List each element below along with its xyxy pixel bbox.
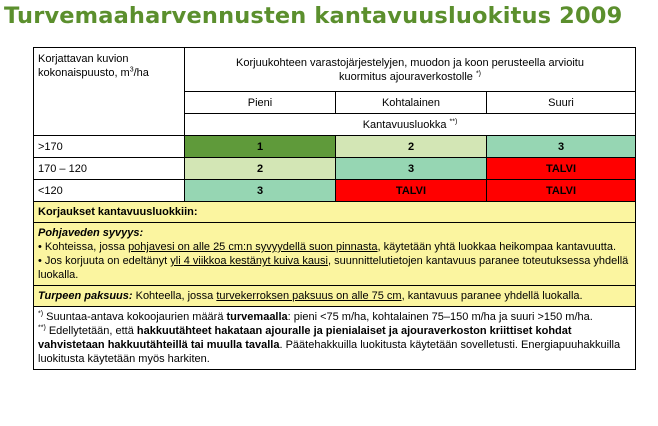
column-header-cell	[185, 48, 636, 92]
row-label: 170 – 120	[34, 158, 185, 180]
column-header-line2: kuormitus ajouraverkostolle	[339, 70, 473, 83]
footnote-2-bold: hakkuutähteet hakataan ajouralle ja pienialaiset ja ajouraverkoston kriittiset kohdat vahvistetaan hakkuutähteillä tai muulla tavalla	[38, 325, 572, 351]
footnotes-section	[34, 307, 636, 370]
class-cell: TALVI	[336, 180, 487, 202]
footnote-1-bold: turvemaalla	[226, 311, 288, 323]
groundwater-bullet-2-underline: yli 4 viikkoa kestänyt kuiva kausi	[170, 255, 328, 267]
column-header-line1: Korjuukohteen varastojärjestelyjen, muodon ja koon perusteella arvioitu	[236, 56, 584, 69]
column-suuri: Suuri	[487, 92, 636, 114]
groundwater-bullet-1-underline: pohjavesi on alle 25 cm:n syvyydellä suon pinnasta	[128, 241, 378, 253]
class-cell: 3	[487, 136, 636, 158]
groundwater-bullet-1	[38, 240, 631, 254]
class-cell: 2	[336, 136, 487, 158]
peat-text-post: , kantavuus paranee yhdellä luokalla.	[401, 290, 583, 302]
peat-heading: Turpeen paksuus:	[38, 290, 133, 302]
class-cell: 3	[336, 158, 487, 180]
column-pieni: Pieni	[185, 92, 336, 114]
page-title: Turvemaaharvennusten kantavuusluokitus 2009	[4, 3, 623, 29]
footnote-2-pre: Edellytetään, että	[45, 325, 137, 337]
groundwater-bullet-1-pre: • Kohteissa, jossa	[38, 241, 129, 253]
class-cell: 2	[185, 158, 336, 180]
footnote-2-post: . Päätehakkuilla luokitusta käytetään sovelletusti. Energiapuuhakkuilla luokitusta käytetään myös harkiten.	[38, 339, 621, 365]
groundwater-bullet-2-pre: • Jos korjuuta on edeltänyt	[38, 255, 171, 267]
row-header-unit: /ha	[133, 67, 149, 79]
groundwater-section	[34, 223, 636, 286]
peat-section	[34, 286, 636, 307]
class-cell: TALVI	[487, 180, 636, 202]
footnote-1-post: : pieni <75 m/ha, kohtalainen 75–150 m/ha ja suuri >150 m/ha.	[287, 311, 593, 323]
classification-table	[33, 47, 636, 370]
class-cell: TALVI	[487, 158, 636, 180]
footnote-2-mark: **)	[38, 324, 46, 332]
peat-text-underline: turvekerroksen paksuus on alle 75 cm	[216, 290, 402, 302]
class-cell: 1	[185, 136, 336, 158]
subheader-sup: **)	[449, 117, 458, 125]
groundwater-bullet-1-post: , käytetään yhtä luokkaa heikompaa kantavuutta.	[377, 241, 617, 253]
class-cell: 3	[185, 180, 336, 202]
peat-text-pre: Kohteella, jossa	[132, 290, 217, 302]
groundwater-heading: Pohjaveden syvyys:	[38, 227, 144, 239]
row-label: >170	[34, 136, 185, 158]
groundwater-bullet-2-post: , suunnittelutietojen kantavuus paranee toteutuksessa yhdellä luokalla.	[38, 255, 629, 281]
footnote-1-mark: *)	[38, 310, 44, 318]
footnote-1	[38, 310, 631, 324]
row-label: <120	[34, 180, 185, 202]
groundwater-bullet-2	[38, 254, 631, 282]
column-kohtalainen: Kohtalainen	[336, 92, 487, 114]
footnote-1-pre: Suuntaa-antava kokoojaurien määrä	[43, 311, 227, 323]
row-header-sup: 3	[129, 66, 134, 74]
subheader-cell	[185, 114, 636, 136]
corrections-heading: Korjaukset kantavuusluokkiin:	[34, 202, 636, 223]
row-header-cell	[34, 48, 185, 136]
row-header-text: Korjattavan kuvion kokonaispuusto, m	[38, 53, 130, 79]
column-header-sup: *)	[475, 69, 482, 77]
subheader-text: Kantavuusluokka	[362, 118, 447, 131]
footnote-2	[38, 324, 631, 366]
